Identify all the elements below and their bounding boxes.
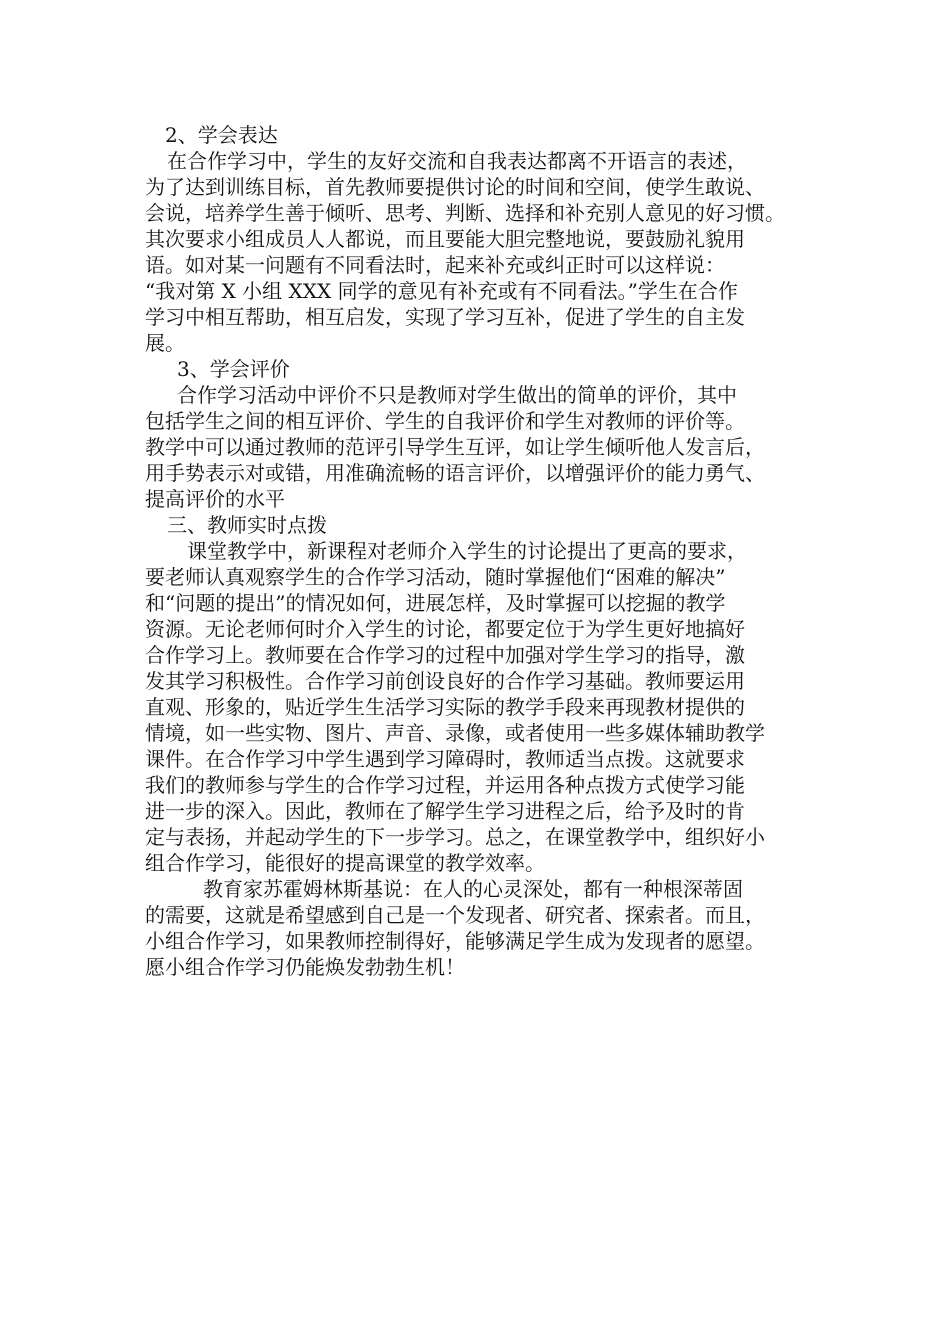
paragraph-line: 教育家苏霍姆林斯基说：在人的心灵深处，都有一种根深蒂固 [203, 877, 743, 901]
paragraph-line: 组合作学习，能很好的提高课堂的教学效率。 [145, 851, 545, 875]
section-heading: 3、学会评价 [177, 357, 290, 381]
paragraph-line: 为了达到训练目标，首先教师要提供讨论的时间和空间，使学生敢说、 [145, 175, 765, 199]
paragraph-line: 发其学习积极性。合作学习前创设良好的合作学习基础。教师要运用 [145, 669, 745, 693]
paragraph-line: 学习中相互帮助，相互启发，实现了学习互补，促进了学生的自主发 [145, 305, 745, 329]
paragraph-line: 我们的教师参与学生的合作学习过程，并运用各种点拨方式使学习能 [145, 773, 745, 797]
paragraph-line: 资源。无论老师何时介入学生的讨论，都要定位于为学生更好地搞好 [145, 617, 745, 641]
document-body [145, 122, 810, 980]
section-learn-evaluation [145, 356, 810, 512]
paragraph-line: 情境，如一些实物、图片、声音、录像，或者使用一些多媒体辅助教学 [145, 721, 765, 745]
paragraph-line: 展。 [145, 331, 185, 355]
paragraph-line: 的需要，这就是希望感到自己是一个发现者、研究者、探索者。而且， [145, 903, 765, 927]
section-heading: 三、教师实时点拨 [167, 513, 327, 537]
paragraph-line: 语。如对某一问题有不同看法时，起来补充或纠正时可以这样说： [145, 253, 725, 277]
paragraph-line: 小组合作学习，如果教师控制得好，能够满足学生成为发现者的愿望。 [145, 929, 765, 953]
paragraph-line: 用手势表示对或错，用准确流畅的语言评价，以增强评价的能力勇气、 [145, 461, 765, 485]
paragraph-line: 课堂教学中，新课程对老师介入学生的讨论提出了更高的要求， [187, 539, 747, 563]
paragraph-line: 直观、形象的，贴近学生生活学习实际的教学手段来再现教材提供的 [145, 695, 745, 719]
paragraph-line: 定与表扬，并起动学生的下一步学习。总之，在课堂教学中，组织好小 [145, 825, 765, 849]
paragraph-line: 和“问题的提出”的情况如何，进展怎样，及时掌握可以挖掘的教学 [145, 591, 726, 615]
paragraph-line: 合作学习活动中评价不只是教师对学生做出的简单的评价，其中 [177, 383, 737, 407]
section-teacher-guidance [145, 512, 810, 876]
paragraph-line: 愿小组合作学习仍能焕发勃勃生机！ [145, 955, 465, 979]
section-heading: 2、学会表达 [165, 123, 278, 147]
paragraph-line: 合作学习上。教师要在合作学习的过程中加强对学生学习的指导，激 [145, 643, 745, 667]
paragraph-line: 提高评价的水平 [145, 487, 285, 511]
section-closing-quote [145, 876, 810, 980]
paragraph-line: 进一步的深入。因此，教师在了解学生学习进程之后，给予及时的肯 [145, 799, 745, 823]
paragraph-line: 教学中可以通过教师的范评引导学生互评，如让学生倾听他人发言后， [145, 435, 765, 459]
paragraph-line: 其次要求小组成员人人都说，而且要能大胆完整地说，要鼓励礼貌用 [145, 227, 745, 251]
paragraph-line: 要老师认真观察学生的合作学习活动，随时掌握他们“困难的解决” [145, 565, 726, 589]
paragraph-line: 课件。在合作学习中学生遇到学习障碍时，教师适当点拨。这就要求 [145, 747, 745, 771]
paragraph-line: 包括学生之间的相互评价、学生的自我评价和学生对教师的评价等。 [145, 409, 745, 433]
paragraph-line: “我对第 X 小组 XXX 同学的意见有补充或有不同看法。”学生在合作 [145, 279, 738, 303]
paragraph-line: 在合作学习中，学生的友好交流和自我表达都离不开语言的表述， [167, 149, 747, 173]
section-learn-expression [145, 122, 810, 356]
paragraph-line: 会说，培养学生善于倾听、思考、判断、选择和补充别人意见的好习惯。 [145, 201, 785, 225]
